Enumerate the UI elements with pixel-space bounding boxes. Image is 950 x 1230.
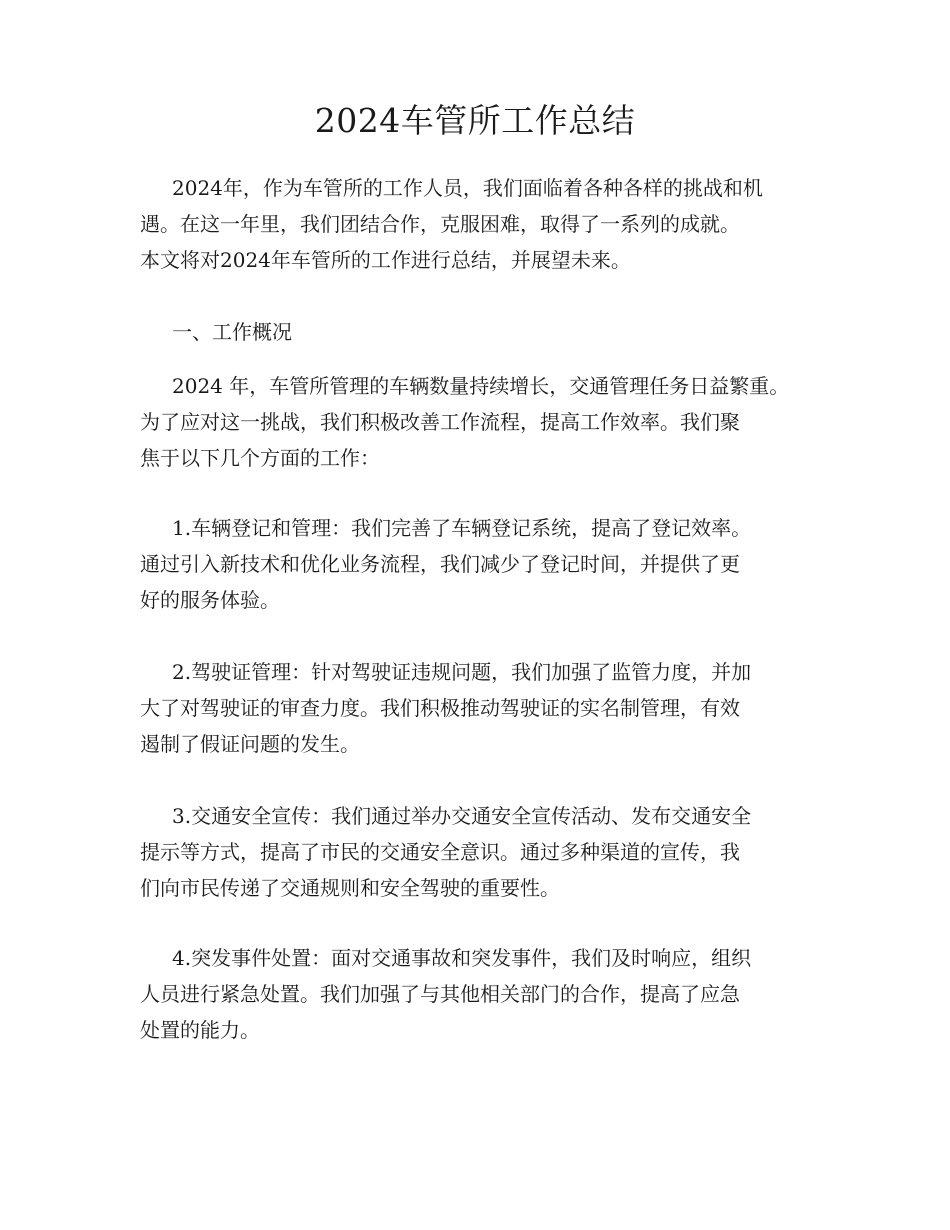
paragraph-line: 大了对驾驶证的审查力度。我们积极推动驾驶证的实名制管理，有效 <box>140 696 740 720</box>
item-3-paragraph <box>140 798 820 906</box>
paragraph-line: 遇。在这一年里，我们团结合作，克服困难，取得了一系列的成就。 <box>140 212 740 236</box>
item-4-paragraph <box>140 940 820 1048</box>
paragraph-line: 好的服务体验。 <box>140 588 280 612</box>
paragraph-line: 2.驾驶证管理：针对驾驶证违规问题，我们加强了监管力度，并加 <box>172 660 752 684</box>
paragraph-line: 们向市民传递了交通规则和安全驾驶的重要性。 <box>140 876 560 900</box>
paragraph-line: 焦于以下几个方面的工作： <box>140 446 380 470</box>
intro-paragraph <box>140 170 820 278</box>
overview-paragraph <box>140 368 820 476</box>
paragraph-line: 1.车辆登记和管理：我们完善了车辆登记系统，提高了登记效率。 <box>172 516 752 540</box>
paragraph-line: 2024 年，车管所管理的车辆数量持续增长，交通管理任务日益繁重。 <box>172 374 790 398</box>
paragraph-line: 3.交通安全宣传：我们通过举办交通安全宣传活动、发布交通安全 <box>172 804 752 828</box>
paragraph-line: 本文将对2024年车管所的工作进行总结，并展望未来。 <box>140 248 631 272</box>
item-1-paragraph <box>140 510 820 618</box>
paragraph-line: 提示等方式，提高了市民的交通安全意识。通过多种渠道的宣传，我 <box>140 840 740 864</box>
paragraph-line: 为了应对这一挑战，我们积极改善工作流程，提高工作效率。我们聚 <box>140 410 740 434</box>
paragraph-line: 通过引入新技术和优化业务流程，我们减少了登记时间，并提供了更 <box>140 552 740 576</box>
paragraph-line: 人员进行紧急处置。我们加强了与其他相关部门的合作，提高了应急 <box>140 982 740 1006</box>
paragraph-line: 遏制了假证问题的发生。 <box>140 732 360 756</box>
section-heading: 一、工作概况 <box>172 320 292 344</box>
document-title: 2024车管所工作总结 <box>314 101 636 140</box>
paragraph-line: 2024年，作为车管所的工作人员，我们面临着各种各样的挑战和机 <box>172 176 763 200</box>
paragraph-line: 处置的能力。 <box>140 1018 260 1042</box>
paragraph-line: 4.突发事件处置：面对交通事故和突发事件，我们及时响应，组织 <box>172 946 752 970</box>
item-2-paragraph <box>140 654 820 762</box>
